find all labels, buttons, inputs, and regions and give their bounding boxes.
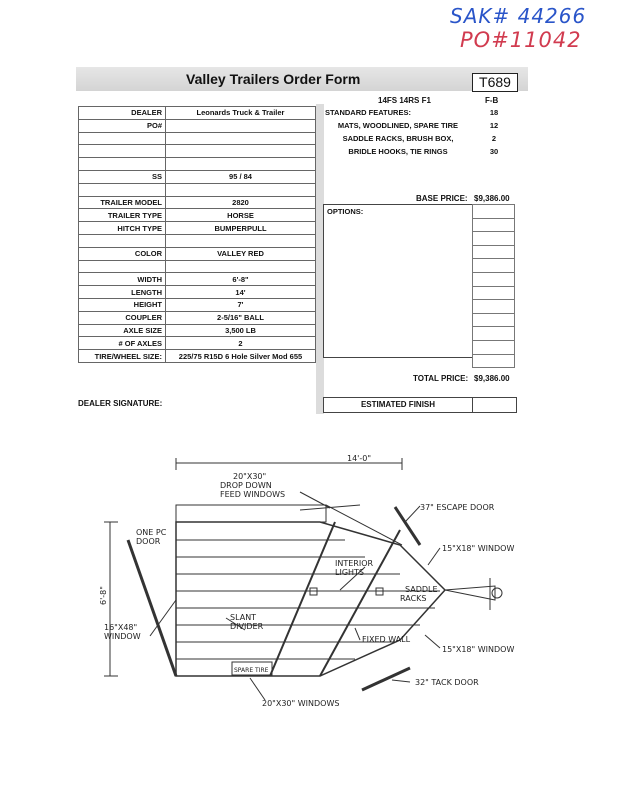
field-value: Leonards Truck & Trailer	[166, 107, 316, 120]
windows-20x30-label: 20"X30" WINDOWS	[262, 699, 340, 708]
estimated-finish-label: ESTIMATED FINISH	[323, 397, 473, 413]
dealer-signature-label: DEALER SIGNATURE:	[78, 399, 163, 408]
field-value: VALLEY RED	[166, 247, 316, 260]
lights-label: LIGHTS	[335, 568, 364, 577]
window-label: WINDOW	[104, 632, 141, 641]
slant-label: SLANT	[230, 613, 257, 622]
field-label: DEALER	[79, 107, 166, 120]
standard-features-label: STANDARD FEATURES:	[325, 107, 411, 117]
divider-label: DIVIDER	[230, 622, 264, 631]
feature-num: 30	[489, 146, 499, 156]
drop-down-label: DROP DOWN	[220, 481, 272, 490]
total-price-label: TOTAL PRICE:	[413, 374, 469, 383]
field-label: WIDTH	[79, 273, 166, 286]
window-16x48-label: 16"X48"	[104, 623, 138, 632]
feature-line: MATS, WOODLINED, SPARE TIRE	[337, 120, 459, 130]
field-value: 2-5/16" BALL	[166, 311, 316, 324]
width-label: 6'-8"	[99, 586, 108, 605]
form-tag-box: T689	[472, 73, 518, 92]
handwritten-po-number: PO#11042	[460, 28, 582, 52]
field-value: 95 / 84	[166, 170, 316, 183]
slant-divider	[270, 522, 335, 676]
field-label: LENGTH	[79, 286, 166, 299]
field-value: 225/75 R15D 6 Hole Silver Mod 655	[166, 350, 316, 363]
feature-num: 2	[491, 133, 497, 143]
field-label: AXLE SIZE	[79, 324, 166, 337]
base-price-label: BASE PRICE:	[416, 194, 468, 203]
spare-tire-label: SPARE TIRE	[234, 667, 269, 674]
field-value: 2820	[166, 196, 316, 209]
column-codes: 14FS 14RS F1	[378, 96, 431, 105]
racks-label: RACKS	[400, 594, 427, 603]
field-label: HEIGHT	[79, 298, 166, 311]
form-title: Valley Trailers Order Form	[186, 71, 361, 87]
field-label: SS	[79, 170, 166, 183]
rear-door	[128, 540, 176, 676]
escape-door	[395, 507, 420, 545]
window-15x18-front: 15"X18" WINDOW	[442, 544, 515, 553]
field-label: # OF AXLES	[79, 337, 166, 350]
feed-windows-label: FEED WINDOWS	[220, 490, 286, 499]
field-value: 6'-8"	[166, 273, 316, 286]
fixed-wall-label: FIXED WALL	[362, 635, 411, 644]
options-label: OPTIONS:	[327, 207, 364, 216]
field-label: HITCH TYPE	[79, 222, 166, 235]
feature-line: SADDLE RACKS, BRUSH BOX,	[342, 133, 454, 143]
field-label: TIRE/WHEEL SIZE:	[79, 350, 166, 363]
field-value: BUMPERPULL	[166, 222, 316, 235]
handwritten-sak-number: SAK# 44266	[450, 4, 587, 28]
fb-code: F-B	[485, 96, 499, 105]
length-label: 14'-0"	[347, 454, 372, 463]
tack-door	[362, 668, 410, 690]
interior-label: INTERIOR	[335, 559, 374, 568]
field-value: 7'	[166, 298, 316, 311]
field-label: COLOR	[79, 247, 166, 260]
field-label: COUPLER	[79, 311, 166, 324]
coupler	[492, 588, 502, 598]
one-pc-label: ONE PC	[136, 528, 167, 537]
total-price-value: $9,386.00	[474, 374, 510, 383]
feed-window-box	[176, 505, 326, 522]
field-label: TRAILER MODEL	[79, 196, 166, 209]
drop-down-size: 20"X30"	[233, 472, 267, 481]
hitch-tongue	[445, 586, 495, 600]
window-15x18-rear: 15"X18" WINDOW	[442, 645, 515, 654]
field-value: 2	[166, 337, 316, 350]
field-value: HORSE	[166, 209, 316, 222]
std-num: 18	[489, 107, 499, 117]
fixed-wall	[320, 530, 400, 676]
saddle-label: SADDLE	[405, 585, 438, 594]
field-label: PO#	[79, 119, 166, 132]
door-label: DOOR	[136, 537, 161, 546]
feature-line: BRIDLE HOOKS, TIE RINGS	[348, 146, 448, 156]
tack-door-label: 32" TACK DOOR	[415, 678, 479, 687]
escape-door-label: 37" ESCAPE DOOR	[420, 503, 495, 512]
field-value: 3,500 LB	[166, 324, 316, 337]
base-price-value: $9,386.00	[474, 194, 510, 203]
feature-num: 12	[489, 120, 499, 130]
field-value: 14'	[166, 286, 316, 299]
field-label: TRAILER TYPE	[79, 209, 166, 222]
